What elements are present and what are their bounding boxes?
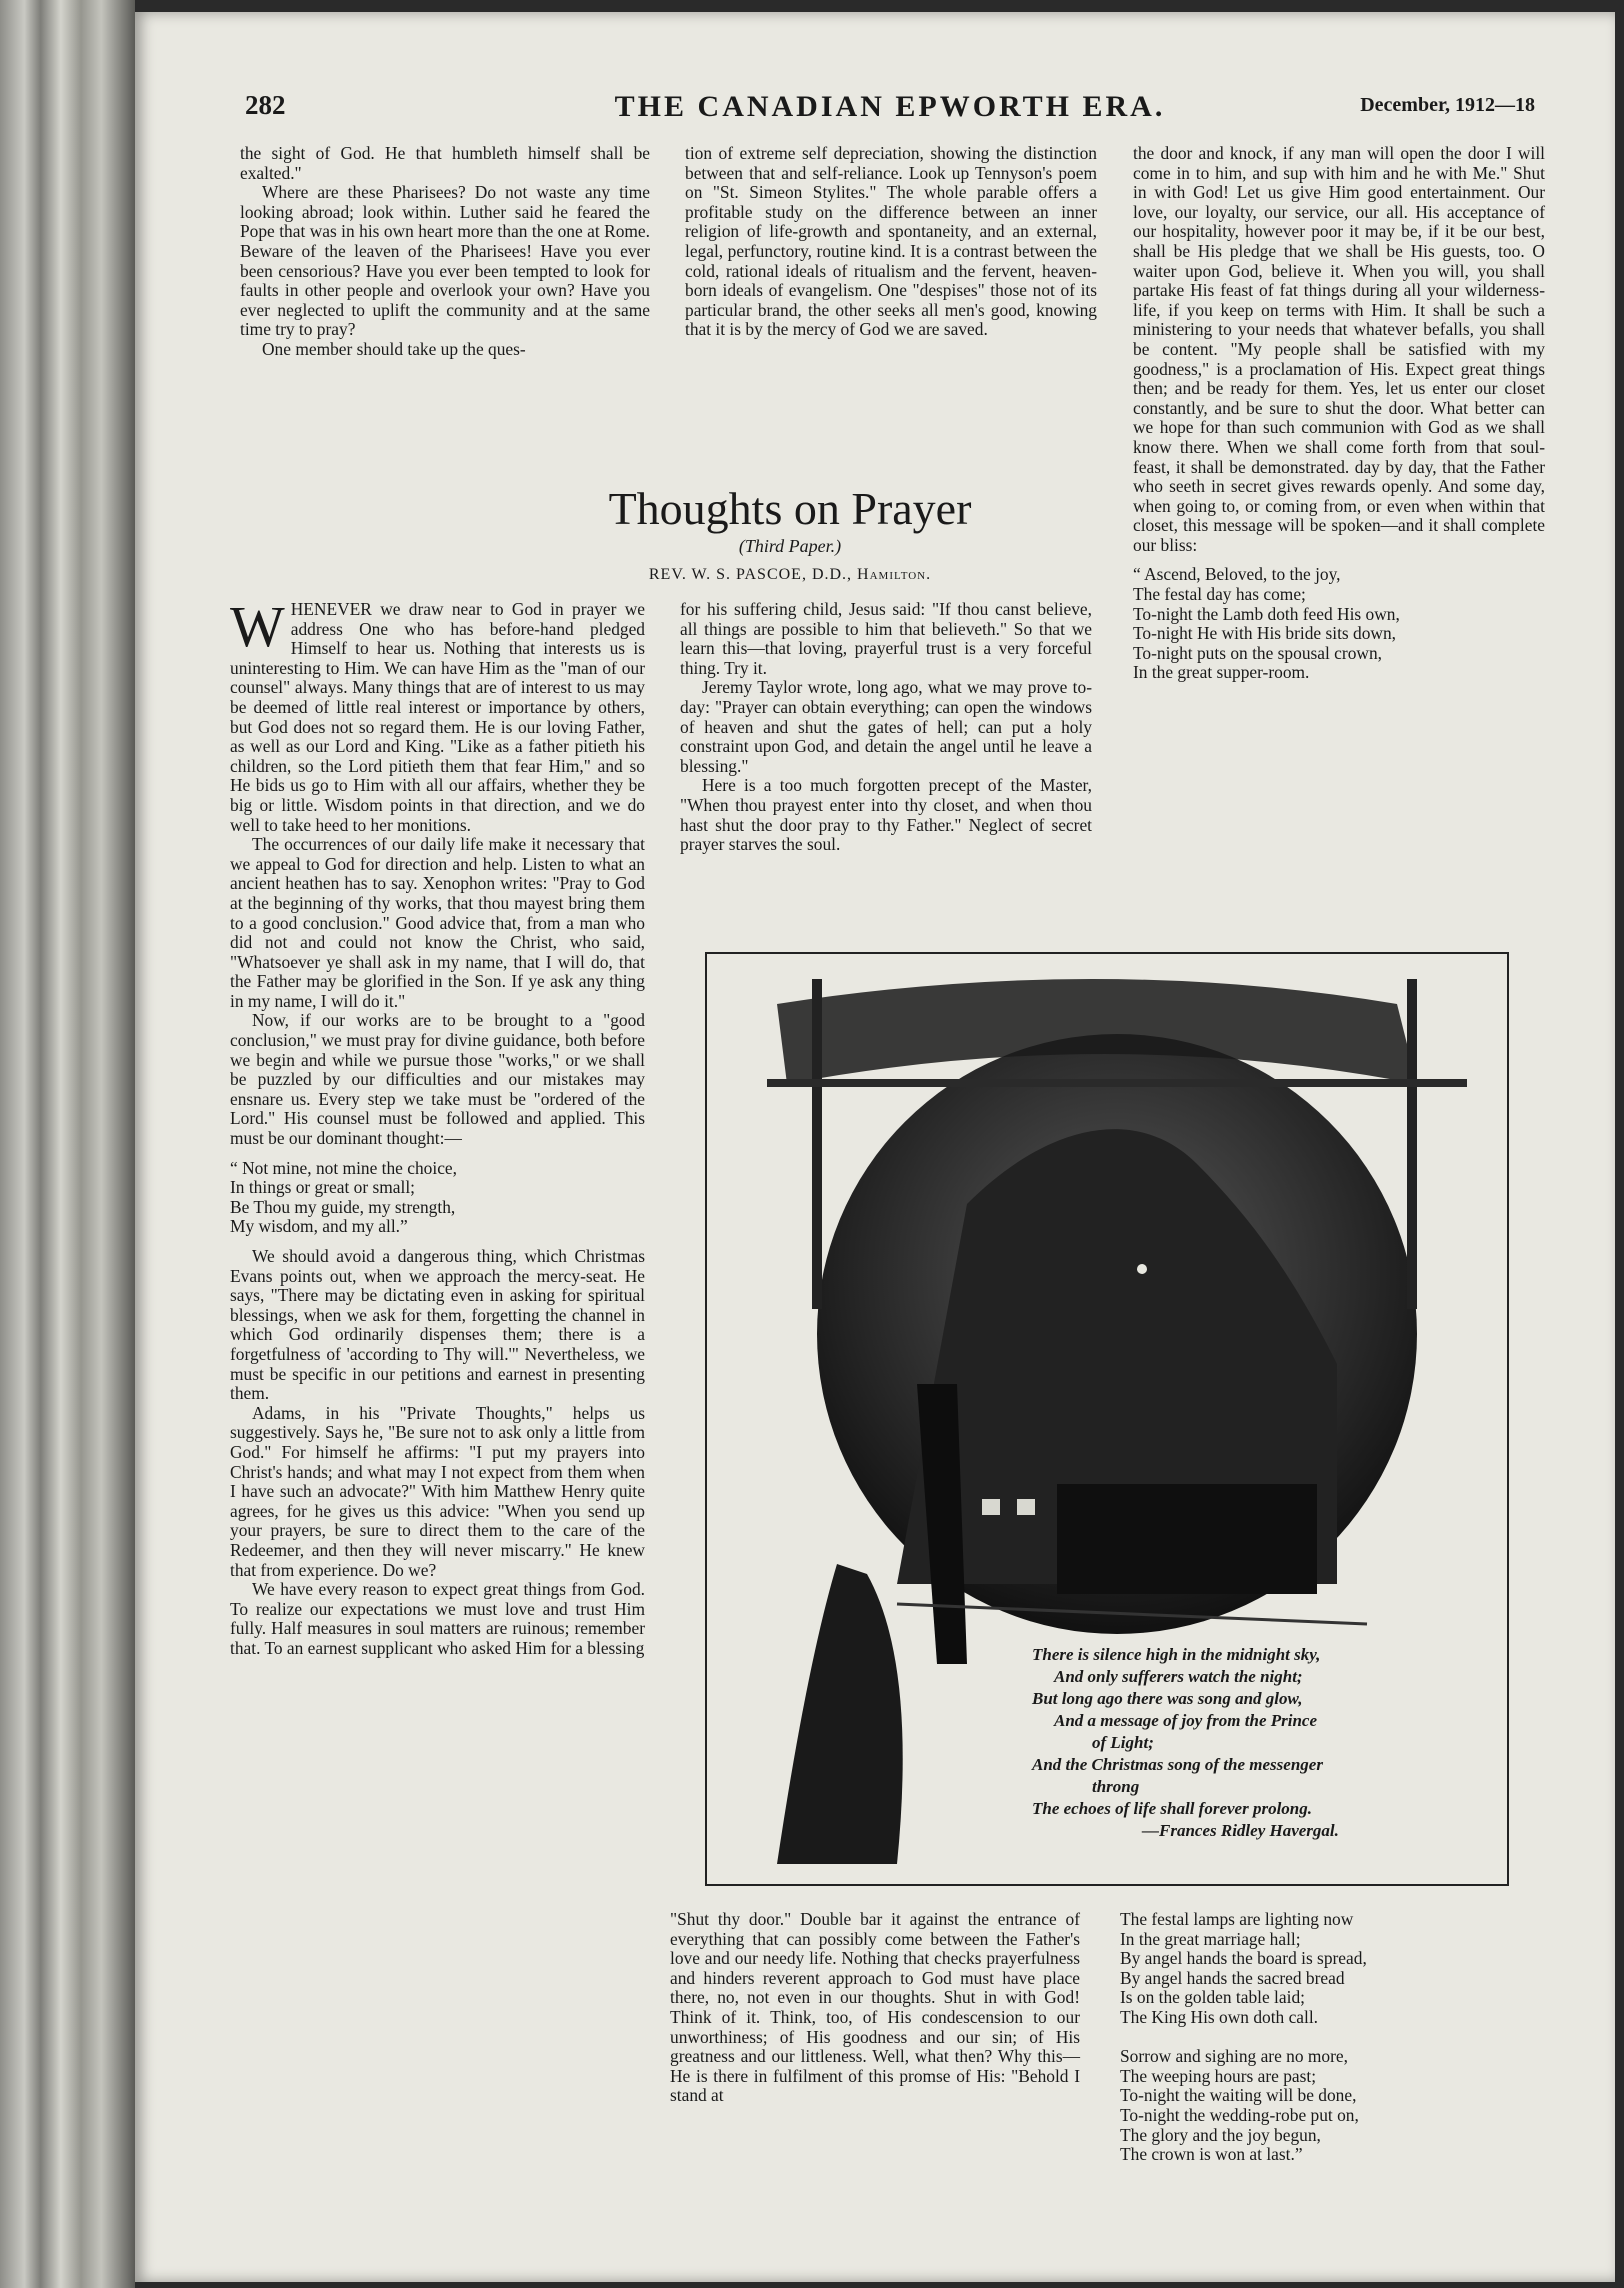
author-name: REV. W. S. PASCOE, D.D., bbox=[648, 566, 853, 583]
foreground-brush bbox=[777, 1564, 903, 1864]
paragraph: Jeremy Taylor wrote, long ago, what we may prove to-day: "Prayer can obtain everything; can open the windows of heaven and shut the gates of hell; can put a holy constraint upon God, and detain the angel until he leave a blessing." bbox=[680, 677, 1092, 776]
distant-house bbox=[1057, 1484, 1317, 1594]
paragraph: We should avoid a dangerous thing, which Christmas Evans points out, when we approach the mercy-seat. He says, "There may be dictating even in asking for spiritual blessings, when we ask for them, forgetting the channel in which God ordinarily dispenses them; there is a forgetfulness of 'according to Thy will.'" Nevertheless, we must be specific in our petitions and earnest in presenting them. bbox=[230, 1246, 645, 1404]
illustration-frame bbox=[705, 952, 1509, 1886]
book-binding bbox=[0, 0, 135, 2288]
paragraph: Where are these Pharisees? Do not waste any time looking abroad; look within. Luther said he feared the Pope that was in his own heart more than the one at Rome. Beware of the leaven of the Pharisees! Have you ever been censorious? Have you ever been tempted to look for faults in other people and overlook your own? Have you ever neglected to uplift the community and at the same time try to pray? bbox=[240, 182, 650, 340]
page-number: 282 bbox=[245, 90, 286, 120]
poem-not-mine: “ Not mine, not mine the choice, In things or great or small; Be Thou my guide, my strength, My wisdom, and my all.” bbox=[230, 1157, 457, 1237]
crossbar bbox=[767, 1079, 1467, 1087]
paragraph: "Shut thy door." Double bar it against the entrance of everything that can possibly come between the Father's love and our needy life. Nothing that checks prayerfulness and hinders reverent approach to God must have place there, no, not even in our thoughts. Shut in with God! Think of it. Think, too, of His condescension to our unworthiness; of His goodness and our sin; of His greatness and our littleness. Well, what then? Why this—He is there in fulfilment of this promse of His: "Behold I stand at bbox=[670, 1909, 1080, 2106]
opening-text: HENEVER we draw near to God in prayer we address One who has before-hand pledged Himself to hear us. Nothing that interests us is uninteresting to Him. We can have Him as the "man of our counsel" always. Many things that are of interest to us may be deemed of little real interest or importance by others, but God does not so regard them. He is our loving Father, as well as our Lord and King. "Like as a father pitieth his children, so the Lord pitieth them that fear Him," and so He bids us go to Him with all our affairs, whether they be big or little. Wisdom points in that direction, and we do well to take heed to her monitions. bbox=[230, 599, 645, 835]
author-place: Hamilton. bbox=[857, 566, 932, 583]
caption-line: throng bbox=[1092, 1777, 1140, 1796]
caption-line: And the Christmas song of the messenger bbox=[1032, 1755, 1323, 1774]
article-col2 bbox=[680, 600, 1092, 855]
paragraph: The occurrences of our daily life make it necessary that we appeal to God for direction and help. Listen to what an ancient heathen has to say. Xenophon writes: "Pray to God at the beginning of thy works, that thou mayest bring them to a good conclusion." Good advice that, from a man who did not and could not know the Christ, who said, "Whatsoever ye shall ask in my name, that I will do, that the Father may be glorified in the Son. If ye ask any thing in my name, I will do it." bbox=[230, 834, 645, 1011]
caption-line: The echoes of life shall forever prolong. bbox=[1032, 1799, 1312, 1818]
caption-line: of Light; bbox=[1092, 1733, 1154, 1752]
article-col2-bottom bbox=[670, 1910, 1080, 2106]
poem-festal-lamps: The festal lamps are lighting now In the great marriage hall; By angel hands the board is spread, By angel hands the sacred bread Is on the golden table laid; The King His own doth call. Sorrow and sighing are no more, The weeping hours are past; To-night the waiting will be done, To-night the wedding-robe put on, The glory and the joy begun, The crown is won at last.” bbox=[1120, 1909, 1367, 2165]
issue-date: December, 1912—18 bbox=[1360, 94, 1535, 116]
star bbox=[1137, 1264, 1147, 1274]
article-author bbox=[355, 566, 1225, 584]
illustration-caption bbox=[1032, 1644, 1492, 1842]
caption-line: And a message of joy from the Prince bbox=[1054, 1711, 1318, 1730]
paragraph: the door and knock, if any man will open the door I will come in to him, and sup with him and he with Me." Shut in with God! Let us give Him good entertainment. Our love, our loyalty, our service, our all. His acceptance of our hospitality, however poor it may be, if it be our best, shall be His pledge that we shall be His guests, too. O waiter upon God, believe it. When you will, you shall partake His feast of fat things during all your wilderness-life, if you keep on terms with Him. It shall be such a ministering to your needs that whatever befalls, you shall be content. "My people shall be satisfied with my goodness," is a proclamation of His. Expect great things then; and be ready for them. Yes, let us enter our closet constantly, and be sure to shut the door. What better can we hope for than such communion with God as we shall know there. When we shall come forth from that soul-feast, it shall be demonstrated. day by day, that the Father who seeth in secret gives rewards openly. And some day, when going to, or coming from, or even when within that closet, this message will be spoken—and it shall complete our bliss: bbox=[1133, 143, 1545, 555]
caption-attribution: —Frances Ridley Havergal. bbox=[1142, 1821, 1339, 1840]
poem-ascend: “ Ascend, Beloved, to the joy, The festal day has come; To-night the Lamb doth feed His own, To-night He with His bride sits down, To-night puts on the spousal crown, In the great supper-room. bbox=[1133, 564, 1400, 683]
article-col3-bottom bbox=[1120, 1910, 1535, 2175]
right-post bbox=[1407, 979, 1417, 1309]
prev-article-col1 bbox=[240, 144, 650, 360]
paragraph: One member should take up the ques- bbox=[262, 338, 526, 359]
article-col1 bbox=[230, 594, 645, 1658]
paragraph: Here is a too much forgotten precept of the Master, "When thou prayest enter into thy closet, and when thou hast shut the door pray to thy Father." Neglect of secret prayer starves the soul. bbox=[680, 775, 1092, 855]
paragraph: We have every reason to expect great things from God. To realize our expectations we must love and trust Him fully. Half measures in soul matters are ruinous; remember that. To an earnest supplicant who asked Him for a blessing bbox=[230, 1579, 645, 1658]
article-col3-top bbox=[1133, 144, 1545, 693]
lit-window bbox=[982, 1499, 1000, 1515]
prev-article-col2 bbox=[685, 144, 1097, 340]
article-title: Thoughts on Prayer bbox=[608, 483, 972, 534]
paragraph: the sight of God. He that humbleth himself shall be exalted." bbox=[240, 143, 650, 183]
lit-window bbox=[1017, 1499, 1035, 1515]
paragraph: for his suffering child, Jesus said: "If thou canst believe, all things are possible to him that believeth." So that we learn this—that loving, prayerful trust is a very forceful thing. Try it. bbox=[680, 599, 1092, 678]
paragraph: Now, if our works are to be brought to a "good conclusion," we must pray for divine guidance, both before we begin and while we pursue those "works," or we shall be puzzled by our difficulties and our mistakes may ensnare us. Every step we take must be "ordered of the Lord." His counsel must be followed and applied. This must be our dominant thought:— bbox=[230, 1010, 645, 1149]
magazine-page bbox=[135, 12, 1615, 2282]
paragraph: tion of extreme self depreciation, showing the distinction between that and self-reliance. Look up Tennyson's poem on "St. Simeon Stylites." The whole parable offers a profitable study on the difference between an inner religion of life-growth and spontaneity, and an external, legal, perfunctory, routine kind. It is a contrast between the cold, rational ideals of ritualism and the fervent, heaven-born ideals of evangelism. One "despises" those not of its particular brand, the other seeks all men's good, knowing that it is by the mercy of God we are saved. bbox=[685, 143, 1097, 340]
article-subtitle: (Third Paper.) bbox=[738, 536, 842, 556]
drop-cap: W bbox=[230, 594, 285, 659]
page-header bbox=[245, 90, 1535, 130]
left-post bbox=[812, 979, 822, 1309]
paragraph: Adams, in his "Private Thoughts," helps us suggestively. Says he, "Be sure not to ask only a little from God." For himself he affirms: "I put my prayers into Christ's hands; and what may I not expect from them when I have such an advocate?" With him Matthew Henry quite agrees, for he gives us this advice: "When you send up your prayers, be sure to direct them to the care of the Redeemer, and then they will never miscarry." He knew that from experience. Do we? bbox=[230, 1402, 645, 1580]
caption-line: But long ago there was song and glow, bbox=[1032, 1689, 1303, 1708]
caption-line: And only sufferers watch the night; bbox=[1054, 1667, 1303, 1686]
masthead: THE CANADIAN EPWORTH ERA. bbox=[614, 90, 1166, 123]
paragraph-opening bbox=[230, 594, 645, 835]
caption-line: There is silence high in the midnight sky, bbox=[1032, 1645, 1321, 1664]
